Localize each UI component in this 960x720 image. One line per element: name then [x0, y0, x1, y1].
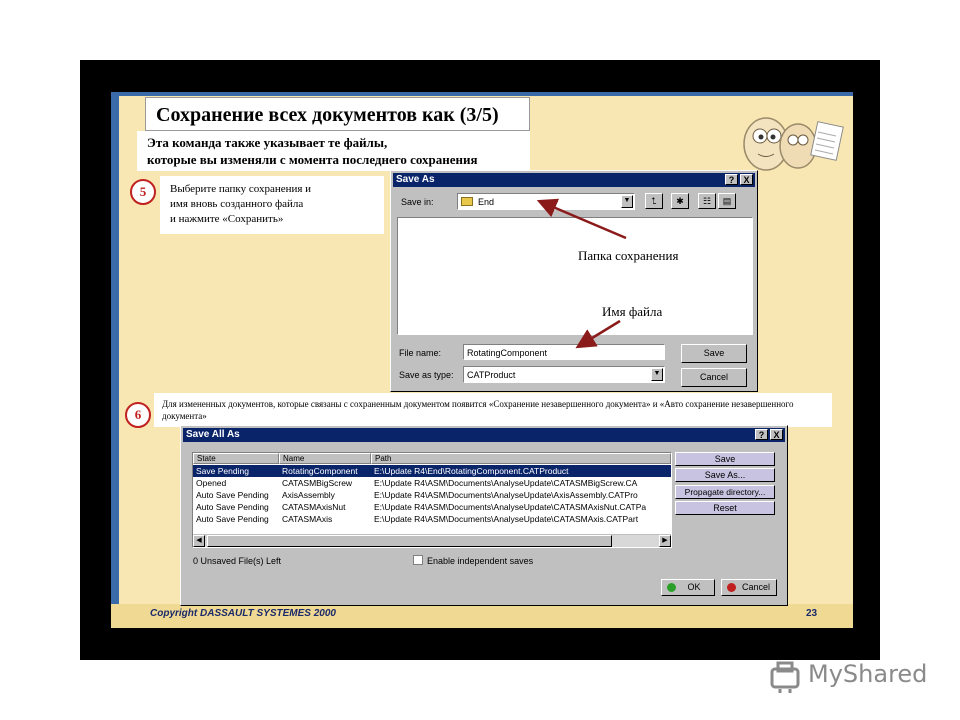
file-name-label: File name: — [399, 348, 442, 358]
save-as-button[interactable]: Save As... — [675, 468, 775, 482]
chevron-down-icon[interactable]: ▼ — [651, 368, 663, 381]
page-number: 23 — [806, 608, 818, 619]
save-button[interactable]: Save — [675, 452, 775, 466]
table-row[interactable] — [193, 501, 671, 513]
list-view-icon[interactable]: ☷ — [698, 193, 716, 209]
step-6-badge: 6 — [125, 402, 151, 428]
close-button[interactable]: X — [770, 429, 783, 440]
subtitle-line-2: которые вы изменяли с момента последнего сохранения — [147, 152, 478, 167]
help-button[interactable]: ? — [725, 174, 738, 185]
save-in-value: End — [478, 197, 495, 207]
table-row[interactable] — [193, 477, 671, 489]
cell-state: Auto Save Pending — [196, 514, 269, 524]
save-as-type-label: Save as type: — [399, 370, 454, 380]
cell-path: E:\Update R4\End\RotatingComponent.CATProduct — [374, 466, 569, 476]
cancel-label: Cancel — [741, 582, 770, 592]
horizontal-scrollbar[interactable] — [193, 534, 671, 547]
save-all-title: Save All As — [186, 429, 240, 440]
table-row[interactable] — [193, 465, 671, 477]
cell-name: CATASMAxis — [282, 514, 333, 524]
slide-title: Сохранение всех документов как (3/5) — [145, 97, 530, 131]
column-header-state[interactable]: State — [193, 453, 279, 464]
help-button[interactable]: ? — [755, 429, 768, 440]
column-header-name[interactable]: Name — [279, 453, 371, 464]
file-name-value: RotatingComponent — [467, 348, 548, 358]
save-all-as-dialog — [180, 425, 788, 606]
cell-state: Opened — [196, 478, 227, 488]
save-all-titlebar — [183, 428, 785, 442]
cell-name: AxisAssembly — [282, 490, 335, 500]
cell-path: E:\Update R4\ASM\Documents\AnalyseUpdate\CATASMAxisNut.CATPa — [374, 502, 647, 512]
step-5-line-1: Выберите папку сохранения и — [170, 183, 312, 195]
green-dot-icon — [667, 583, 676, 592]
cell-path: E:\Update R4\ASM\Documents\AnalyseUpdate\CATASMAxis.CATPart — [374, 514, 639, 524]
callout-save-folder: Папка сохранения — [578, 248, 679, 263]
step-5-badge: 5 — [130, 179, 156, 205]
cell-state: Auto Save Pending — [196, 502, 269, 512]
enable-independent-label: Enable independent saves — [427, 556, 534, 566]
cell-path: E:\Update R4\ASM\Documents\AnalyseUpdate\CATASMBigScrew.CA — [374, 478, 638, 488]
table-row[interactable] — [193, 489, 671, 501]
save-as-type-value: CATProduct — [467, 370, 516, 380]
subtitle-line-1: Эта команда также указывает те файлы, — [147, 135, 388, 150]
table-row[interactable] — [193, 513, 671, 525]
cell-path: E:\Update R4\ASM\Documents\AnalyseUpdate\AxisAssembly.CATPro — [374, 490, 638, 500]
cell-state: Auto Save Pending — [196, 490, 269, 500]
cancel-button[interactable]: Cancel — [681, 368, 747, 387]
close-button[interactable]: X — [740, 174, 753, 185]
cancel-button[interactable] — [721, 579, 777, 596]
chevron-down-icon[interactable]: ▼ — [621, 195, 633, 208]
save-as-title: Save As — [396, 174, 435, 185]
copyright-text: Copyright DASSAULT SYSTEMES 2000 — [150, 608, 336, 619]
enable-independent-checkbox[interactable] — [413, 555, 423, 565]
cell-name: CATASMAxisNut — [282, 502, 346, 512]
cell-name: CATASMBigScrew — [282, 478, 353, 488]
watermark-text: MyShared — [808, 660, 928, 688]
up-folder-icon[interactable]: ⮤ — [645, 193, 663, 209]
column-header-path[interactable]: Path — [371, 453, 671, 464]
files-table[interactable] — [192, 452, 672, 548]
reset-button[interactable]: Reset — [675, 501, 775, 515]
save-button[interactable]: Save — [681, 344, 747, 363]
red-dot-icon — [727, 583, 736, 592]
ok-label: OK — [687, 582, 701, 592]
new-folder-icon[interactable]: ✱ — [671, 193, 689, 209]
scroll-right-icon[interactable]: ▶ — [659, 535, 671, 547]
myshared-logo-icon — [768, 659, 808, 693]
cell-name: RotatingComponent — [282, 466, 358, 476]
callout-file-name: Имя файла — [602, 304, 663, 319]
ok-button[interactable] — [661, 579, 715, 596]
step-5-line-2: имя вновь созданного файла — [170, 198, 304, 210]
details-view-icon[interactable]: ▤ — [718, 193, 736, 209]
cell-state: Save Pending — [196, 466, 249, 476]
step-5-line-3: и нажмите «Сохранить» — [170, 213, 284, 225]
scroll-left-icon[interactable]: ◀ — [193, 535, 205, 547]
scroll-thumb[interactable] — [207, 535, 612, 547]
step-6-note: Для измененных документов, которые связаны с сохраненным документом появится «Сохранение незавершенного документа» и «Авто сохранение незавершенного документа» — [154, 393, 832, 427]
save-in-label: Save in: — [401, 197, 434, 207]
unsaved-files-label: 0 Unsaved File(s) Left — [193, 556, 282, 566]
propagate-directory-button[interactable]: Propagate directory... — [675, 485, 775, 499]
